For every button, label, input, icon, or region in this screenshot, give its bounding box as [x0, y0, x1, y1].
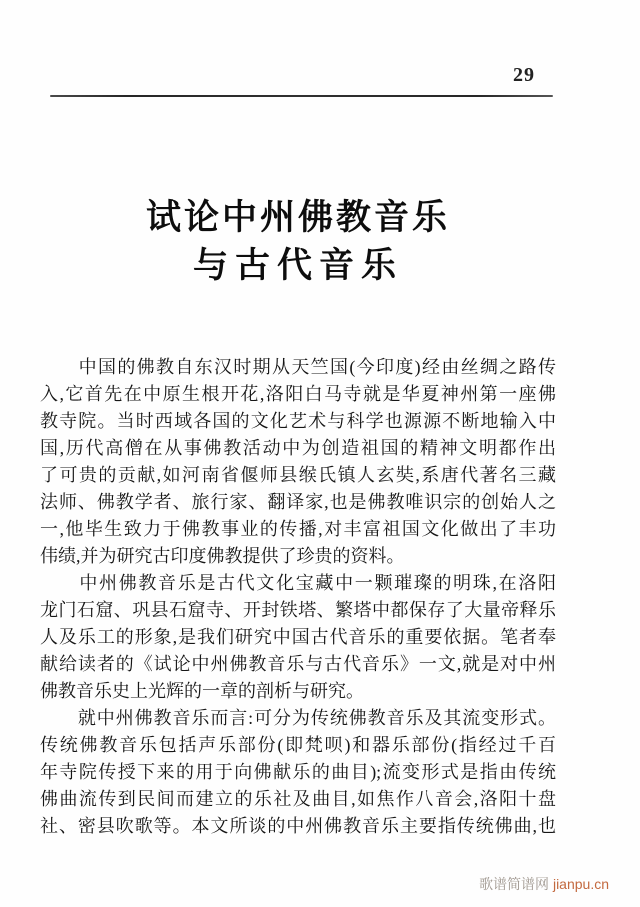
- text-line: 教寺院。当时西域各国的文化艺术与科学也源源不断地输入中: [40, 411, 556, 431]
- text-line: 佛曲流传到民间而建立的乐社及曲目,如焦作八音会,洛阳十盘: [40, 789, 556, 809]
- text-line: 献给读者的《试论中州佛教音乐与古代音乐》一文,就是对中州: [40, 654, 556, 674]
- text-line: 国,历代高僧在从事佛教活动中为创造祖国的精神文明都作出: [40, 438, 556, 458]
- text-line: 入,它首先在中原生根开花,洛阳白马寺就是华夏神州第一座佛: [40, 384, 556, 404]
- watermark-site-url: jianpu.cn: [552, 876, 609, 892]
- watermark-site-name: 歌谱简谱网: [479, 876, 550, 892]
- text-line: 年寺院传授下来的用于向佛献乐的曲目);流变形式是指由传统: [40, 762, 556, 782]
- text-line: 人及乐工的形象,是我们研究中国古代音乐的重要依据。笔者奉: [40, 627, 556, 647]
- text-line: 伟绩,并为研究古印度佛教提供了珍贵的资料。: [40, 546, 405, 566]
- text-line: 了可贵的贡献,如河南省偃师县缑氏镇人玄奘,系唐代著名三藏: [40, 465, 556, 485]
- text-line: 法师、佛教学者、旅行家、翻译家,也是佛教唯识宗的创始人之: [40, 492, 556, 512]
- text-line: 就中州佛教音乐而言:可分为传统佛教音乐及其流变形式。: [40, 708, 556, 728]
- text-line: 中国的佛教自东汉时期从天竺国(今印度)经由丝绸之路传: [40, 357, 556, 377]
- article-title-line1: 试论中州佛教音乐: [145, 198, 450, 237]
- text-line: 一,他毕生致力于佛教事业的传播,对丰富祖国文化做出了丰功: [40, 519, 556, 539]
- text-line: 中州佛教音乐是古代文化宝藏中一颗璀璨的明珠,在洛阳: [40, 573, 556, 593]
- text-line: 社、密县吹歌等。本文所谈的中州佛教音乐主要指传统佛曲,也: [40, 816, 556, 836]
- article-title: [40, 194, 556, 290]
- text-line: 龙门石窟、巩县石窟寺、开封铁塔、繁塔中都保存了大量帝释乐: [40, 600, 556, 620]
- watermark: [479, 874, 609, 894]
- page-number: 29: [513, 64, 535, 86]
- text-line: 传统佛教音乐包括声乐部份(即梵呗)和器乐部份(指经过千百: [40, 735, 556, 755]
- body-text: [40, 354, 556, 840]
- article-title-line2: 与古代音乐: [192, 246, 403, 285]
- header-rule: [50, 95, 553, 97]
- text-line: 佛教音乐史上光辉的一章的剖析与研究。: [40, 681, 364, 701]
